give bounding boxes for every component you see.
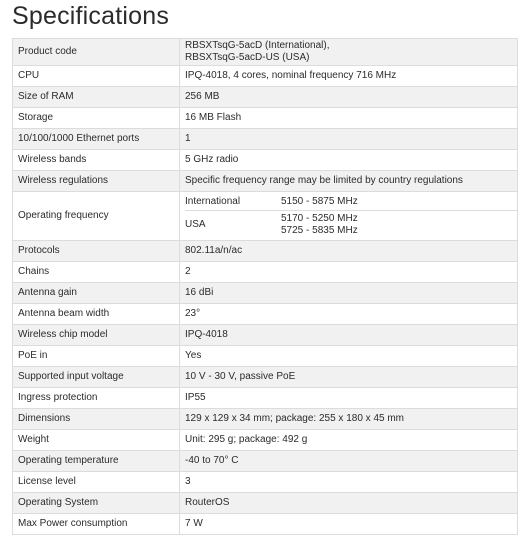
row-value: 16 dBi (180, 283, 518, 304)
table-row-max-power (13, 514, 518, 535)
row-value: 23° (180, 304, 518, 325)
row-label: Operating System (13, 493, 180, 514)
row-label: Product code (13, 39, 180, 66)
row-value: 3 (180, 472, 518, 493)
row-value: IPQ-4018, 4 cores, nominal frequency 716 MHz (180, 66, 518, 87)
row-value: 129 x 129 x 34 mm; package: 255 x 180 x 45 mm (180, 409, 518, 430)
row-label: CPU (13, 66, 180, 87)
table-row-weight (13, 430, 518, 451)
table-row-wireless-chip-model (13, 325, 518, 346)
table-row-storage (13, 108, 518, 129)
table-row-product-code (13, 39, 518, 66)
table-row-wireless-regulations (13, 171, 518, 192)
row-label: Wireless bands (13, 150, 180, 171)
row-value: 10 V - 30 V, passive PoE (180, 367, 518, 388)
row-label: Operating temperature (13, 451, 180, 472)
table-row-operating-system (13, 493, 518, 514)
row-value: Yes (180, 346, 518, 367)
frequency-region-international (185, 194, 517, 211)
row-label: Chains (13, 262, 180, 283)
row-label: Size of RAM (13, 87, 180, 108)
row-value: IPQ-4018 (180, 325, 518, 346)
product-code-international: RBSXTsqG-5acD (International), (185, 40, 330, 51)
frequency-region-label: USA (185, 218, 206, 230)
row-label: Max Power consumption (13, 514, 180, 535)
table-row-wireless-bands (13, 150, 518, 171)
row-label: Operating frequency (13, 192, 180, 241)
row-label: Storage (13, 108, 180, 129)
table-row-antenna-gain (13, 283, 518, 304)
table-row-protocols (13, 241, 518, 262)
row-value: 16 MB Flash (180, 108, 518, 129)
frequency-region-usa (185, 211, 517, 239)
row-value: 256 MB (180, 87, 518, 108)
row-value: Specific frequency range may be limited by country regulations (180, 171, 518, 192)
table-row-input-voltage (13, 367, 518, 388)
row-label: Protocols (13, 241, 180, 262)
table-row-chains (13, 262, 518, 283)
frequency-range-line: 5725 - 5835 MHz (281, 224, 358, 236)
row-label: Wireless regulations (13, 171, 180, 192)
table-row-ram (13, 87, 518, 108)
row-value: 1 (180, 129, 518, 150)
table-row-poe-in (13, 346, 518, 367)
row-value: Unit: 295 g; package: 492 g (180, 430, 518, 451)
row-label: 10/100/1000 Ethernet ports (13, 129, 180, 150)
row-value (180, 192, 518, 241)
product-code-usa: RBSXTsqG-5acD-US (USA) (185, 52, 310, 63)
row-value: 802.11a/n/ac (180, 241, 518, 262)
table-row-operating-frequency (13, 192, 518, 241)
table-row-cpu (13, 66, 518, 87)
row-value: 7 W (180, 514, 518, 535)
table-row-antenna-beam-width (13, 304, 518, 325)
row-label: Ingress protection (13, 388, 180, 409)
row-value: RouterOS (180, 493, 518, 514)
frequency-range (281, 213, 517, 237)
frequency-range-line: 5170 - 5250 MHz (281, 212, 358, 224)
specifications-table (12, 38, 518, 535)
row-label: License level (13, 472, 180, 493)
row-label: Weight (13, 430, 180, 451)
row-label: Supported input voltage (13, 367, 180, 388)
table-row-ethernet (13, 129, 518, 150)
row-value: IP55 (180, 388, 518, 409)
table-row-dimensions (13, 409, 518, 430)
row-value (180, 39, 518, 66)
row-value: -40 to 70° C (180, 451, 518, 472)
table-row-operating-temperature (13, 451, 518, 472)
frequency-region-label: International (185, 195, 241, 207)
row-label: PoE in (13, 346, 180, 367)
table-row-ingress-protection (13, 388, 518, 409)
row-label: Antenna gain (13, 283, 180, 304)
row-value: 5 GHz radio (180, 150, 518, 171)
table-row-license-level (13, 472, 518, 493)
page-title: Specifications (12, 2, 170, 30)
row-value: 2 (180, 262, 518, 283)
frequency-range: 5150 - 5875 MHz (281, 195, 358, 207)
row-label: Dimensions (13, 409, 180, 430)
row-label: Antenna beam width (13, 304, 180, 325)
row-label: Wireless chip model (13, 325, 180, 346)
